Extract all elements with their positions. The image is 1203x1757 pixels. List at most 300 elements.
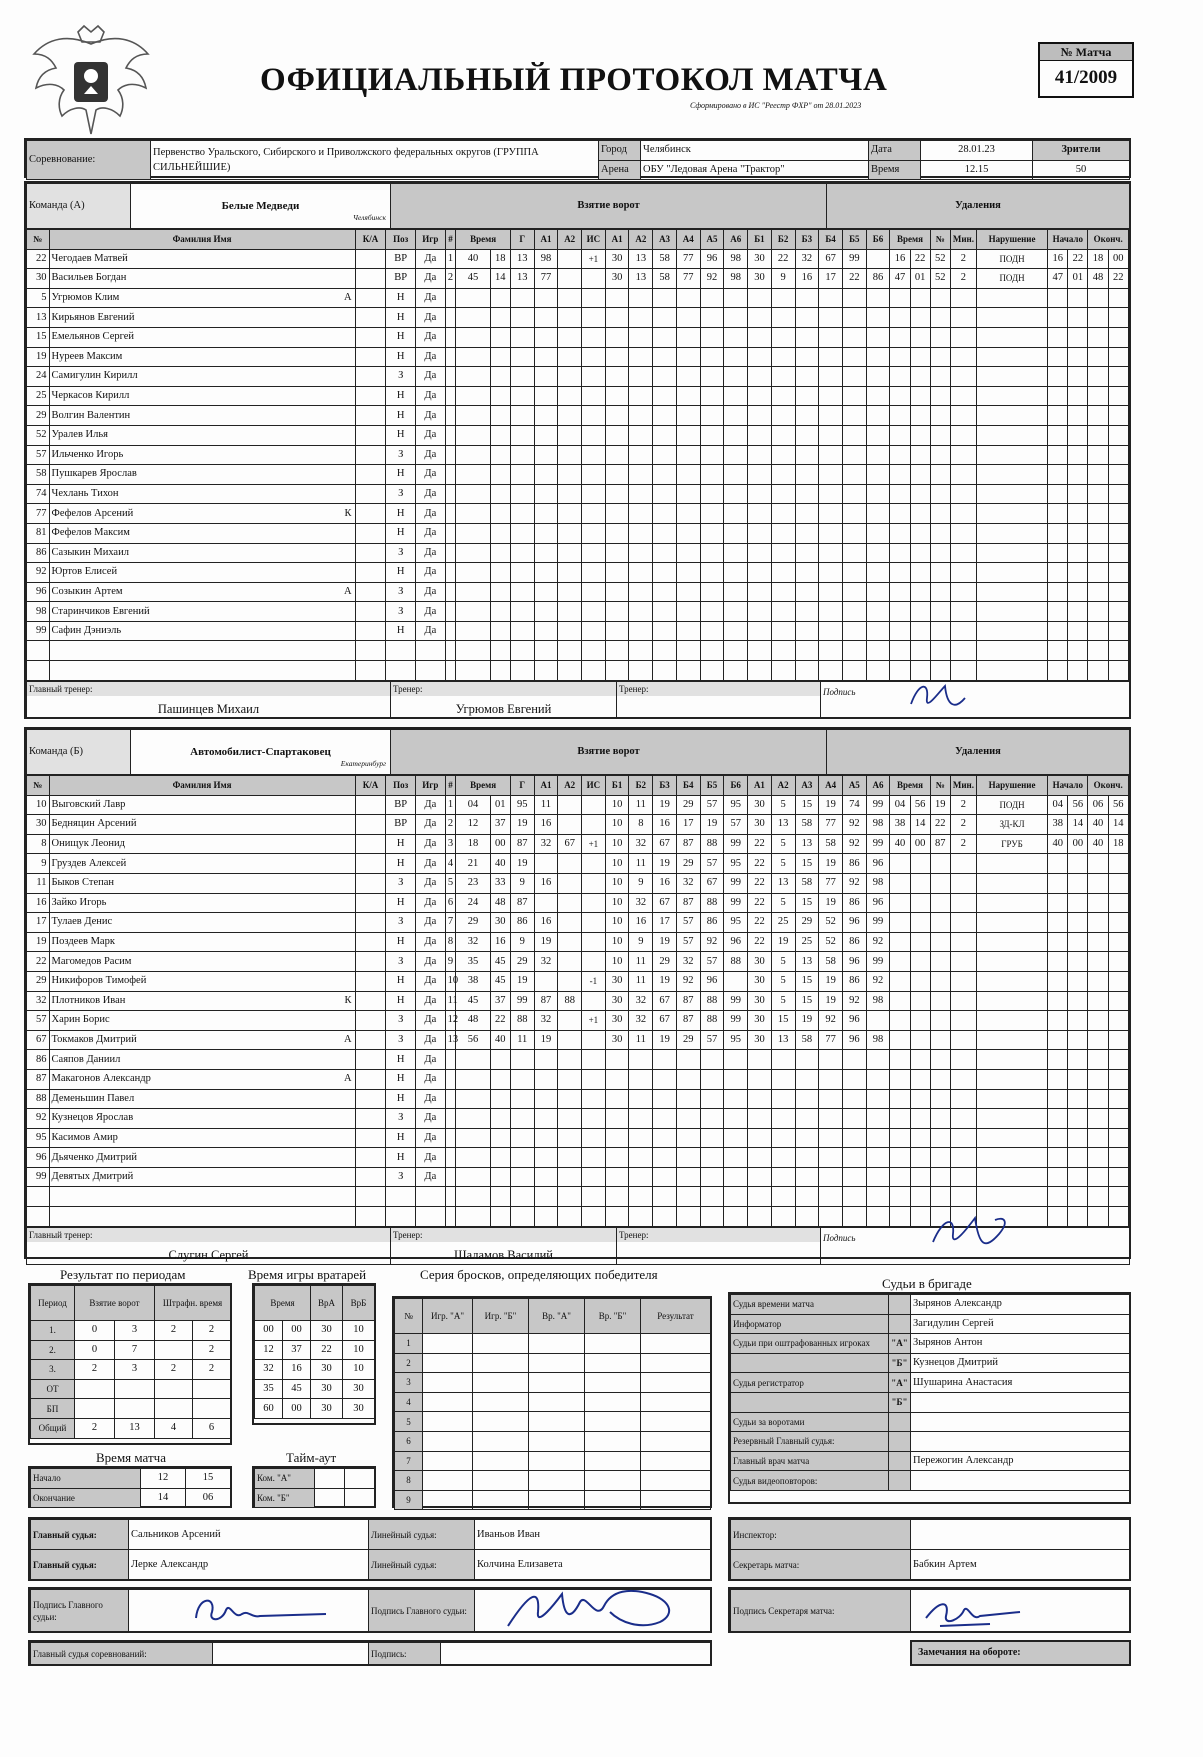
on-ice-player: 88 [700,1011,724,1031]
penalty-violation [976,873,1047,893]
shoot-h-res: Результат [641,1299,711,1334]
goal-minute [456,288,490,308]
on-ice-player: 88 [700,834,724,854]
goal-second [490,386,510,406]
player-ka-blank [355,347,386,367]
goal-assist-2 [558,1148,582,1168]
penalty-start-sec: 22 [1068,249,1088,269]
on-ice-player: 57 [724,815,748,835]
player-played: Да [416,406,446,426]
on-ice-player [724,484,748,504]
on-ice-player [866,661,890,681]
player-name: Юртов Елисей [51,566,118,578]
goal-number: 1 [445,249,456,269]
on-ice-player [629,308,653,328]
penalty-minute [890,854,910,874]
goal-assist-2 [558,641,582,661]
player-name: Деменьшин Павел [51,1092,135,1104]
penalty-duration [950,641,976,661]
player-name-cell [49,932,355,952]
team_b-h-name: Фамилия Имя [49,776,355,796]
penalty-end-sec [1108,465,1128,485]
goal-number [445,602,456,622]
team_a-h-pviol: Нарушение [976,230,1047,250]
team_b-city: Екатеринбург [340,759,386,768]
on-ice-player [748,504,772,524]
on-ice-player: 13 [771,815,795,835]
goal-scorer [510,465,534,485]
shootout-cell [585,1392,641,1412]
player-ka-blank [355,445,386,465]
penalty-second [910,406,930,426]
on-ice-player [819,1089,843,1109]
on-ice-player [842,347,866,367]
referee-name [911,1432,1130,1452]
on-ice-player: 30 [748,815,772,835]
penalty-end-min [1088,602,1108,622]
penalty-minute [890,308,910,328]
period-goals-a [75,1399,115,1419]
on-ice-player [819,1109,843,1129]
on-ice-player [748,425,772,445]
penalty-end-min [1088,1011,1108,1031]
on-ice-player: 74 [842,795,866,815]
team_a-h-pmin: Мин. [950,230,976,250]
on-ice-player [795,504,819,524]
player-role: А [343,1073,352,1085]
player-name-cell [49,308,355,328]
penalty-minute [890,347,910,367]
goalie-change-minute: 12 [255,1340,283,1360]
penalty-end-sec [1108,661,1128,681]
table-row [27,406,1129,426]
player-played: Да [416,484,446,504]
on-ice-player: 99 [866,795,890,815]
table-row [255,1379,375,1399]
penalty-second [910,952,930,972]
goal-assist-1 [534,602,558,622]
goal-second [490,484,510,504]
shootout-title: Серия бросков, определяющих победителя [420,1267,658,1282]
on-ice-player: 19 [771,932,795,952]
player-number: 96 [27,582,50,602]
on-ice-player [795,484,819,504]
on-ice-player [605,406,629,426]
on-ice-player [842,465,866,485]
penalty-duration [950,425,976,445]
penalty-end-min [1088,367,1108,387]
on-ice-player [653,1207,677,1227]
on-ice-player: 92 [866,971,890,991]
on-ice-player: 11 [629,795,653,815]
penalty-minute [890,1207,910,1227]
penalty-duration [950,484,976,504]
penalty-violation [976,1030,1047,1050]
penalty-duration [950,327,976,347]
goal-situation [582,563,606,583]
penalty-violation [976,425,1047,445]
goal-number [445,523,456,543]
player-ka-blank [355,308,386,328]
shootout-number: 9 [395,1490,423,1510]
penalty-second [910,991,930,1011]
penalty-end-min: 18 [1088,249,1108,269]
table-row [27,815,1129,835]
goal-assist-1 [534,1128,558,1148]
on-ice-player [748,445,772,465]
penalty-duration [950,602,976,622]
goal-second [490,425,510,445]
penalty-violation [976,1109,1047,1129]
player-name: Касимов Амир [51,1131,118,1143]
on-ice-player: 32 [629,893,653,913]
team_b-coach-2-label: Тренер: [617,1228,820,1242]
penalty-player [930,1069,950,1089]
line-ref-2: Колчина Елизавета [475,1550,711,1580]
player-name: Харин Борис [51,1014,110,1026]
goal-scorer [510,1089,534,1109]
penalty-start-min [1048,1148,1068,1168]
on-ice-player [819,661,843,681]
table-row [27,913,1129,933]
player-number: 19 [27,932,50,952]
penalty-end-min [1088,621,1108,641]
team_b-coach [391,1227,617,1264]
on-ice-player: 15 [795,795,819,815]
goal-second [490,1069,510,1089]
player-position: Н [386,854,416,874]
player-position: З [386,1030,416,1050]
on-ice-player [653,563,677,583]
penalty-minute [890,913,910,933]
on-ice-player [700,641,724,661]
on-ice-player: 52 [819,932,843,952]
player-name-cell [49,269,355,289]
goal-minute [456,523,490,543]
period-pen-a [155,1340,193,1360]
goalie-a: 30 [311,1399,343,1419]
on-ice-player: 10 [605,873,629,893]
shoot-h-pb: Игр. "Б" [473,1299,529,1334]
on-ice-player: 77 [819,1030,843,1050]
penalty-duration [950,386,976,406]
on-ice-player [842,641,866,661]
on-ice-player [819,386,843,406]
on-ice-player [842,1050,866,1070]
team_b-h-on-4: Б5 [700,776,724,796]
on-ice-player [676,1089,700,1109]
player-name: Поздеев Марк [51,936,115,948]
inspector-label: Инспектор: [731,1520,911,1550]
player-name: Бедняцин Арсений [51,818,137,830]
on-ice-player [605,308,629,328]
penalty-start-sec [1068,563,1088,583]
goal-number: 9 [445,952,456,972]
penalty-violation [976,913,1047,933]
penalty-start-sec [1068,1187,1088,1207]
on-ice-player [771,367,795,387]
player-name: Тулаев Денис [51,916,113,928]
player-number: 92 [27,1109,50,1129]
goal-second [490,1207,510,1227]
on-ice-player: 30 [605,1011,629,1031]
table-row [27,854,1129,874]
table-row [731,1353,1130,1373]
on-ice-player [866,621,890,641]
player-ka-blank [355,873,386,893]
penalty-start-sec [1068,1050,1088,1070]
on-ice-player: 99 [866,834,890,854]
player-ka-blank [355,991,386,1011]
on-ice-player [605,543,629,563]
team_b-h-pend: Оконч. [1088,776,1129,796]
on-ice-player [700,327,724,347]
shootout-cell [473,1451,529,1471]
penalty-violation [976,288,1047,308]
on-ice-player [629,1128,653,1148]
penalty-end-sec [1108,288,1128,308]
on-ice-player: 5 [771,971,795,991]
goal-assist-1: 16 [534,913,558,933]
on-ice-player: 30 [748,1030,772,1050]
shootout-cell [423,1431,473,1451]
player-ka-blank [355,425,386,445]
match-start-m: 15 [186,1469,231,1489]
period-goals-b: 3 [115,1321,155,1341]
on-ice-player [605,641,629,661]
player-number: 87 [27,1069,50,1089]
on-ice-player [629,347,653,367]
penalty-duration [950,288,976,308]
player-role: А [343,585,352,597]
penalty-player [930,952,950,972]
team_b-h-on-0: Б1 [605,776,629,796]
team_b-h-a2: А2 [558,776,582,796]
team_b-penalties-label: Удаления [827,730,1130,775]
on-ice-player [629,465,653,485]
goal-scorer [510,1109,534,1129]
goal-second [490,327,510,347]
on-ice-player [724,1069,748,1089]
penalty-second [910,913,930,933]
on-ice-player [653,661,677,681]
goal-assist-2 [558,952,582,972]
table-row [27,269,1129,289]
goal-number [445,327,456,347]
on-ice-player [795,465,819,485]
on-ice-player [700,661,724,681]
referee-role [731,1353,889,1373]
goal-number [445,661,456,681]
penalty-minute [890,1011,910,1031]
goal-second: 45 [490,971,510,991]
referee-role: Информатор [731,1314,889,1334]
on-ice-player: 98 [866,1030,890,1050]
player-position: З [386,582,416,602]
on-ice-player: 99 [724,834,748,854]
on-ice-player: 22 [842,269,866,289]
penalty-end-min [1088,347,1108,367]
penalty-end-min [1088,991,1108,1011]
on-ice-player: 96 [700,249,724,269]
goal-minute [456,484,490,504]
goal-scorer [510,445,534,465]
on-ice-player [748,1069,772,1089]
penalty-violation [976,308,1047,328]
penalty-second [910,1187,930,1207]
player-played: Да [416,1167,446,1187]
on-ice-player: 22 [748,932,772,952]
penalty-violation [976,952,1047,972]
on-ice-player [629,1148,653,1168]
player-position: Н [386,971,416,991]
goal-minute [456,1187,490,1207]
team_b-name-cell [131,730,391,775]
penalty-minute [890,1187,910,1207]
goal-number: 8 [445,932,456,952]
penalty-player [930,991,950,1011]
player-name: Саяпов Даниил [51,1053,121,1065]
penalty-violation [976,386,1047,406]
penalty-duration [950,308,976,328]
goal-minute: 45 [456,269,490,289]
penalty-end-sec [1108,1030,1128,1050]
goal-minute [456,621,490,641]
on-ice-player [842,582,866,602]
on-ice-player [605,661,629,681]
on-ice-player [771,523,795,543]
penalty-minute [890,465,910,485]
penalty-end-sec: 18 [1108,834,1128,854]
goal-scorer: 87 [510,893,534,913]
team_a-signature-label: Подпись [823,686,856,697]
player-position: Н [386,288,416,308]
player-played: Да [416,913,446,933]
goal-number [445,386,456,406]
line-ref-1: Иваньов Иван [475,1520,711,1550]
goal-situation [582,386,606,406]
on-ice-player: 19 [653,854,677,874]
penalty-violation [976,854,1047,874]
penalty-second [910,971,930,991]
on-ice-player: 32 [629,1011,653,1031]
goal-second: 30 [490,913,510,933]
penalty-end-sec [1108,602,1128,622]
player-ka-blank [355,523,386,543]
player-number: 24 [27,367,50,387]
table-row [395,1373,711,1393]
player-name-cell [49,991,355,1011]
on-ice-player: 17 [676,815,700,835]
goalie-a: 30 [311,1321,343,1341]
player-played: Да [416,1089,446,1109]
on-ice-player [629,1109,653,1129]
team_b-h-ptime: Время [890,776,930,796]
on-ice-player [653,504,677,524]
team-a-section [24,181,1131,719]
penalty-end-min [1088,386,1108,406]
player-name: Кузнецов Ярослав [51,1112,134,1124]
goal-situation [582,445,606,465]
penalty-duration [950,913,976,933]
on-ice-player: 99 [724,1011,748,1031]
match-number-value: 41/2009 [1054,67,1118,88]
goal-assist-2 [558,815,582,835]
line-ref-label-2: Линейный судья: [369,1550,475,1580]
on-ice-player [629,484,653,504]
goal-scorer [510,288,534,308]
table-row [27,795,1129,815]
goal-assist-2 [558,1050,582,1070]
player-position: Н [386,893,416,913]
player-name-cell [49,1109,355,1129]
player-number: 98 [27,602,50,622]
goal-situation [582,1069,606,1089]
penalty-second [910,347,930,367]
on-ice-player: 98 [866,991,890,1011]
player-name: Плотников Иван [51,994,126,1006]
player-number: 96 [27,1148,50,1168]
penalty-start-min: 38 [1048,815,1068,835]
goal-situation [582,1167,606,1187]
period-goals-a [75,1379,115,1399]
penalty-end-min [1088,445,1108,465]
penalty-start-sec [1068,386,1088,406]
team_a-h-on-6: Б1 [748,230,772,250]
timeout-b-label: Ком. "Б" [255,1488,315,1508]
shootout-cell [423,1392,473,1412]
on-ice-player: 29 [795,913,819,933]
goal-assist-1 [534,1207,558,1227]
team_b-h-ka: К/А [355,776,386,796]
penalty-violation [976,1011,1047,1031]
penalty-violation: ПОДН [976,795,1047,815]
signature-secretary-icon [920,1590,1030,1634]
player-name: Онищук Леонид [51,838,125,850]
table-row [27,971,1129,991]
on-ice-player [724,661,748,681]
goal-scorer: 13 [510,249,534,269]
team_a-h-pnum: № [930,230,950,250]
penalty-end-min [1088,563,1108,583]
referee-tag [889,1451,911,1471]
penalty-start-min: 40 [1048,834,1068,854]
penalty-start-sec [1068,367,1088,387]
goal-assist-1: 11 [534,795,558,815]
on-ice-player [700,563,724,583]
player-played: Да [416,991,446,1011]
goal-scorer: 99 [510,991,534,1011]
penalty-end-sec: 22 [1108,269,1128,289]
penalty-end-min [1088,971,1108,991]
shootout-cell [423,1373,473,1393]
table-row [27,1089,1129,1109]
goal-scorer [510,425,534,445]
signature-main-ref-2-icon [500,1582,700,1636]
period-goals-b: 3 [115,1360,155,1380]
on-ice-player [629,563,653,583]
penalty-end-sec [1108,641,1128,661]
penalty-violation [976,893,1047,913]
penalty-second [910,1069,930,1089]
period-pen-b [193,1399,231,1419]
on-ice-player [795,661,819,681]
player-ka-blank [355,854,386,874]
goal-assist-1 [534,425,558,445]
on-ice-player: 96 [842,1030,866,1050]
penalty-start-min [1048,971,1068,991]
player-name-cell [49,1011,355,1031]
